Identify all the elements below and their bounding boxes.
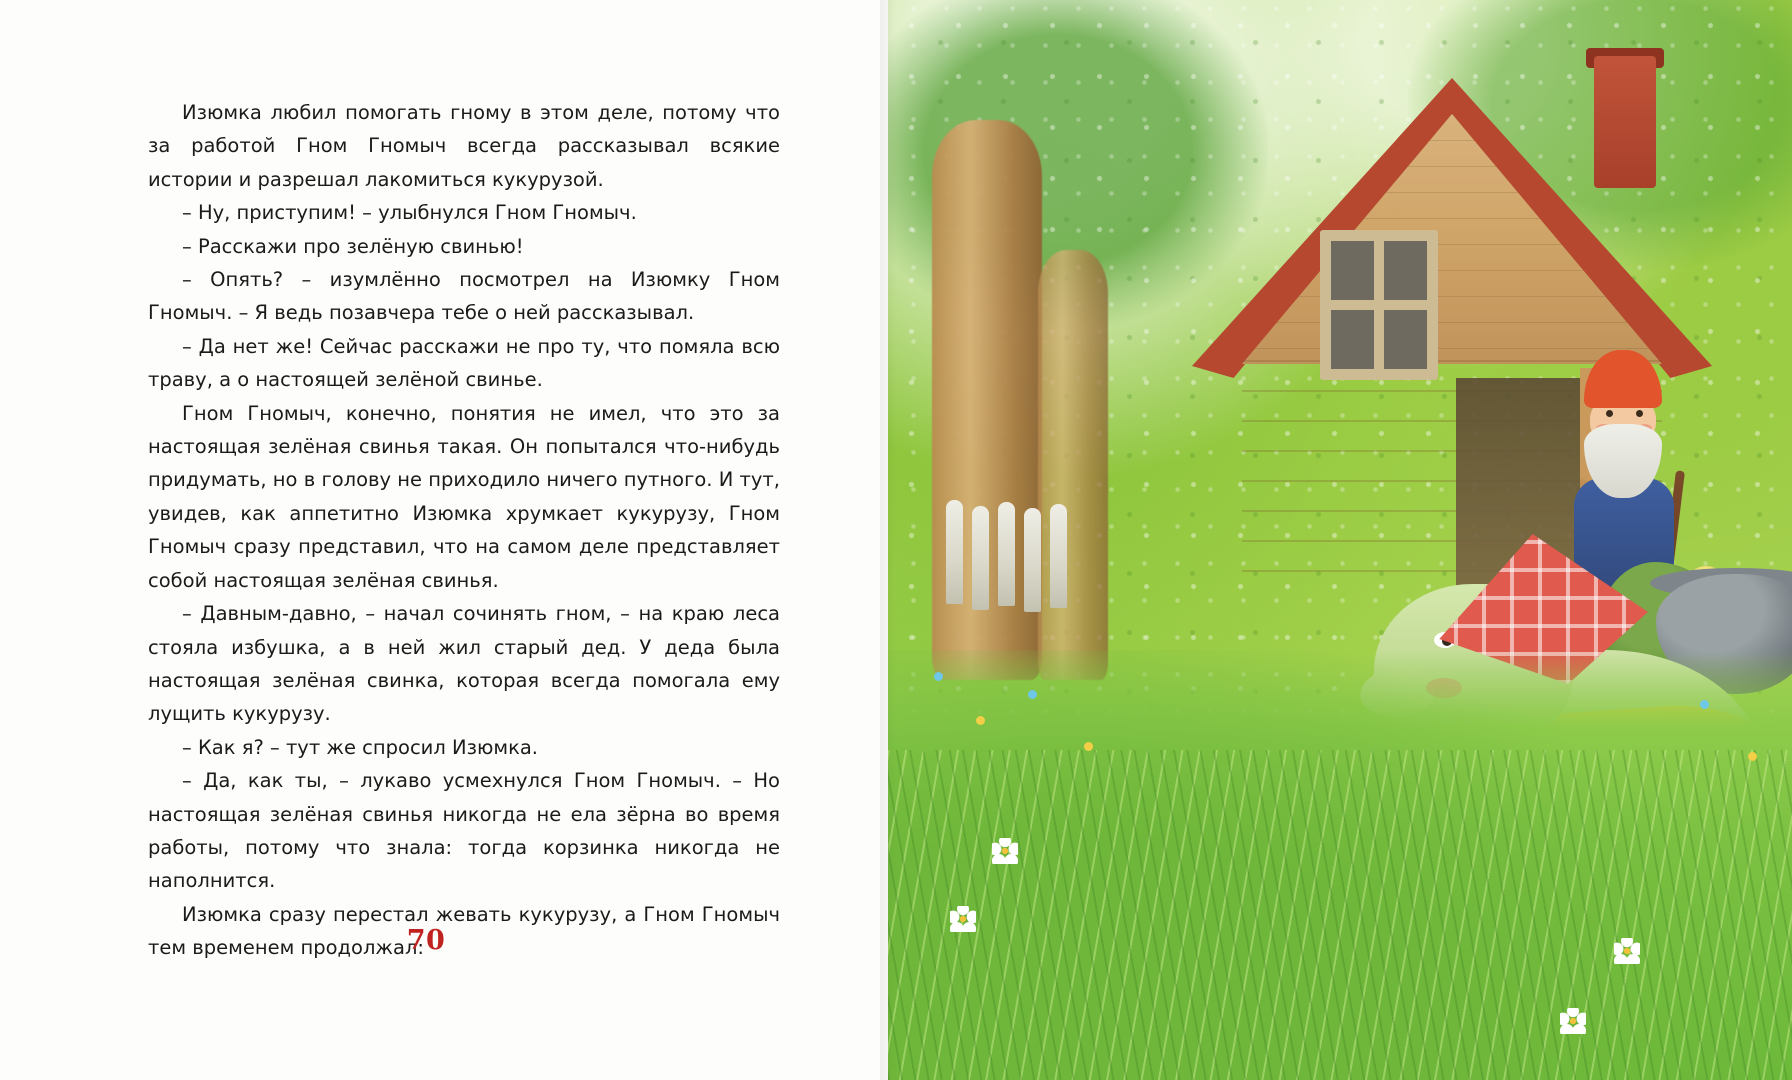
small-blue-flower xyxy=(1028,690,1037,699)
house-window xyxy=(1320,230,1438,380)
gnome-eye-right xyxy=(1636,410,1643,417)
paragraph: – Ну, приступим! – улыбнулся Гном Гномыч. xyxy=(182,201,637,225)
fence-plank xyxy=(946,500,963,604)
grass-blades xyxy=(888,750,1792,1080)
small-yellow-flower xyxy=(976,716,985,725)
daisy-flower xyxy=(950,906,976,932)
daisy-flower xyxy=(1560,1008,1586,1034)
page-number xyxy=(0,925,888,956)
paragraph: – Да нет же! Сейчас расскажи не про ту, что помяла всю траву, а о настоящей зелёной свинье. xyxy=(148,334,780,392)
tree-trunk-second xyxy=(1038,250,1108,680)
white-fence xyxy=(946,500,1086,610)
fence-plank xyxy=(1024,508,1041,612)
fence-plank xyxy=(998,502,1015,606)
window-mullion-vertical xyxy=(1374,241,1384,369)
paragraph: – Как я? – тут же спросил Изюмка. xyxy=(182,735,539,759)
small-blue-flower xyxy=(934,672,943,681)
daisy-flower xyxy=(1614,938,1640,964)
page-number-value: 70 xyxy=(406,925,446,956)
paragraph: – Да, как ты, – лукаво усмехнулся Гном Гномыч. – Но настоящая зелёная свинья никогда не ела зёрна во время работы, потому что знала: тогда корзинка никогда не наполнится. xyxy=(148,769,780,893)
gnome-hat xyxy=(1584,350,1662,408)
right-illustration-page xyxy=(888,0,1792,1080)
small-yellow-flower xyxy=(1084,742,1093,751)
small-blue-flower xyxy=(1700,700,1709,709)
gnome-eye-left xyxy=(1606,410,1613,417)
fence-plank xyxy=(1050,504,1067,608)
daisy-flower xyxy=(992,838,1018,864)
small-yellow-flower xyxy=(1748,752,1757,761)
left-text-page xyxy=(0,0,888,1080)
paragraph: Изюмка сразу перестал жевать кукурузу, а Гном Гномыч тем временем продолжал: xyxy=(148,902,780,960)
paragraph: – Давным-давно, – начал сочинять гном, – на краю леса стояла избушка, а в ней жил старый дед. У деда была настоящая зелёная свинка, которая всегда помогала ему лущить кукурузу. xyxy=(148,602,780,726)
fence-plank xyxy=(972,506,989,610)
paragraph: – Расскажи про зелёную свинью! xyxy=(182,234,524,258)
story-text xyxy=(148,96,780,965)
paragraph: Изюмка любил помогать гному в этом деле, потому что за работой Гном Гномыч всегда рассказывал всякие истории и разрешал лакомиться кукурузой. xyxy=(148,101,780,191)
illustration xyxy=(888,0,1792,1080)
paragraph: – Опять? – изумлённо посмотрел на Изюмку Гном Гномыч. – Я ведь позавчера тебе о ней рассказывал. xyxy=(148,268,780,325)
paragraph: Гном Гномыч, конечно, понятия не имел, что это за настоящая зелёная свинья такая. Он попытался что-нибудь придумать, но в голову не приходило ничего путного. И тут, увидев, как аппетитно Изюмка хрумкает кукурузу, Гном Гномыч сразу представил, что на самом деле представляет собой настоящая зелёная свинья. xyxy=(148,401,780,592)
brick-chimney xyxy=(1594,56,1656,188)
